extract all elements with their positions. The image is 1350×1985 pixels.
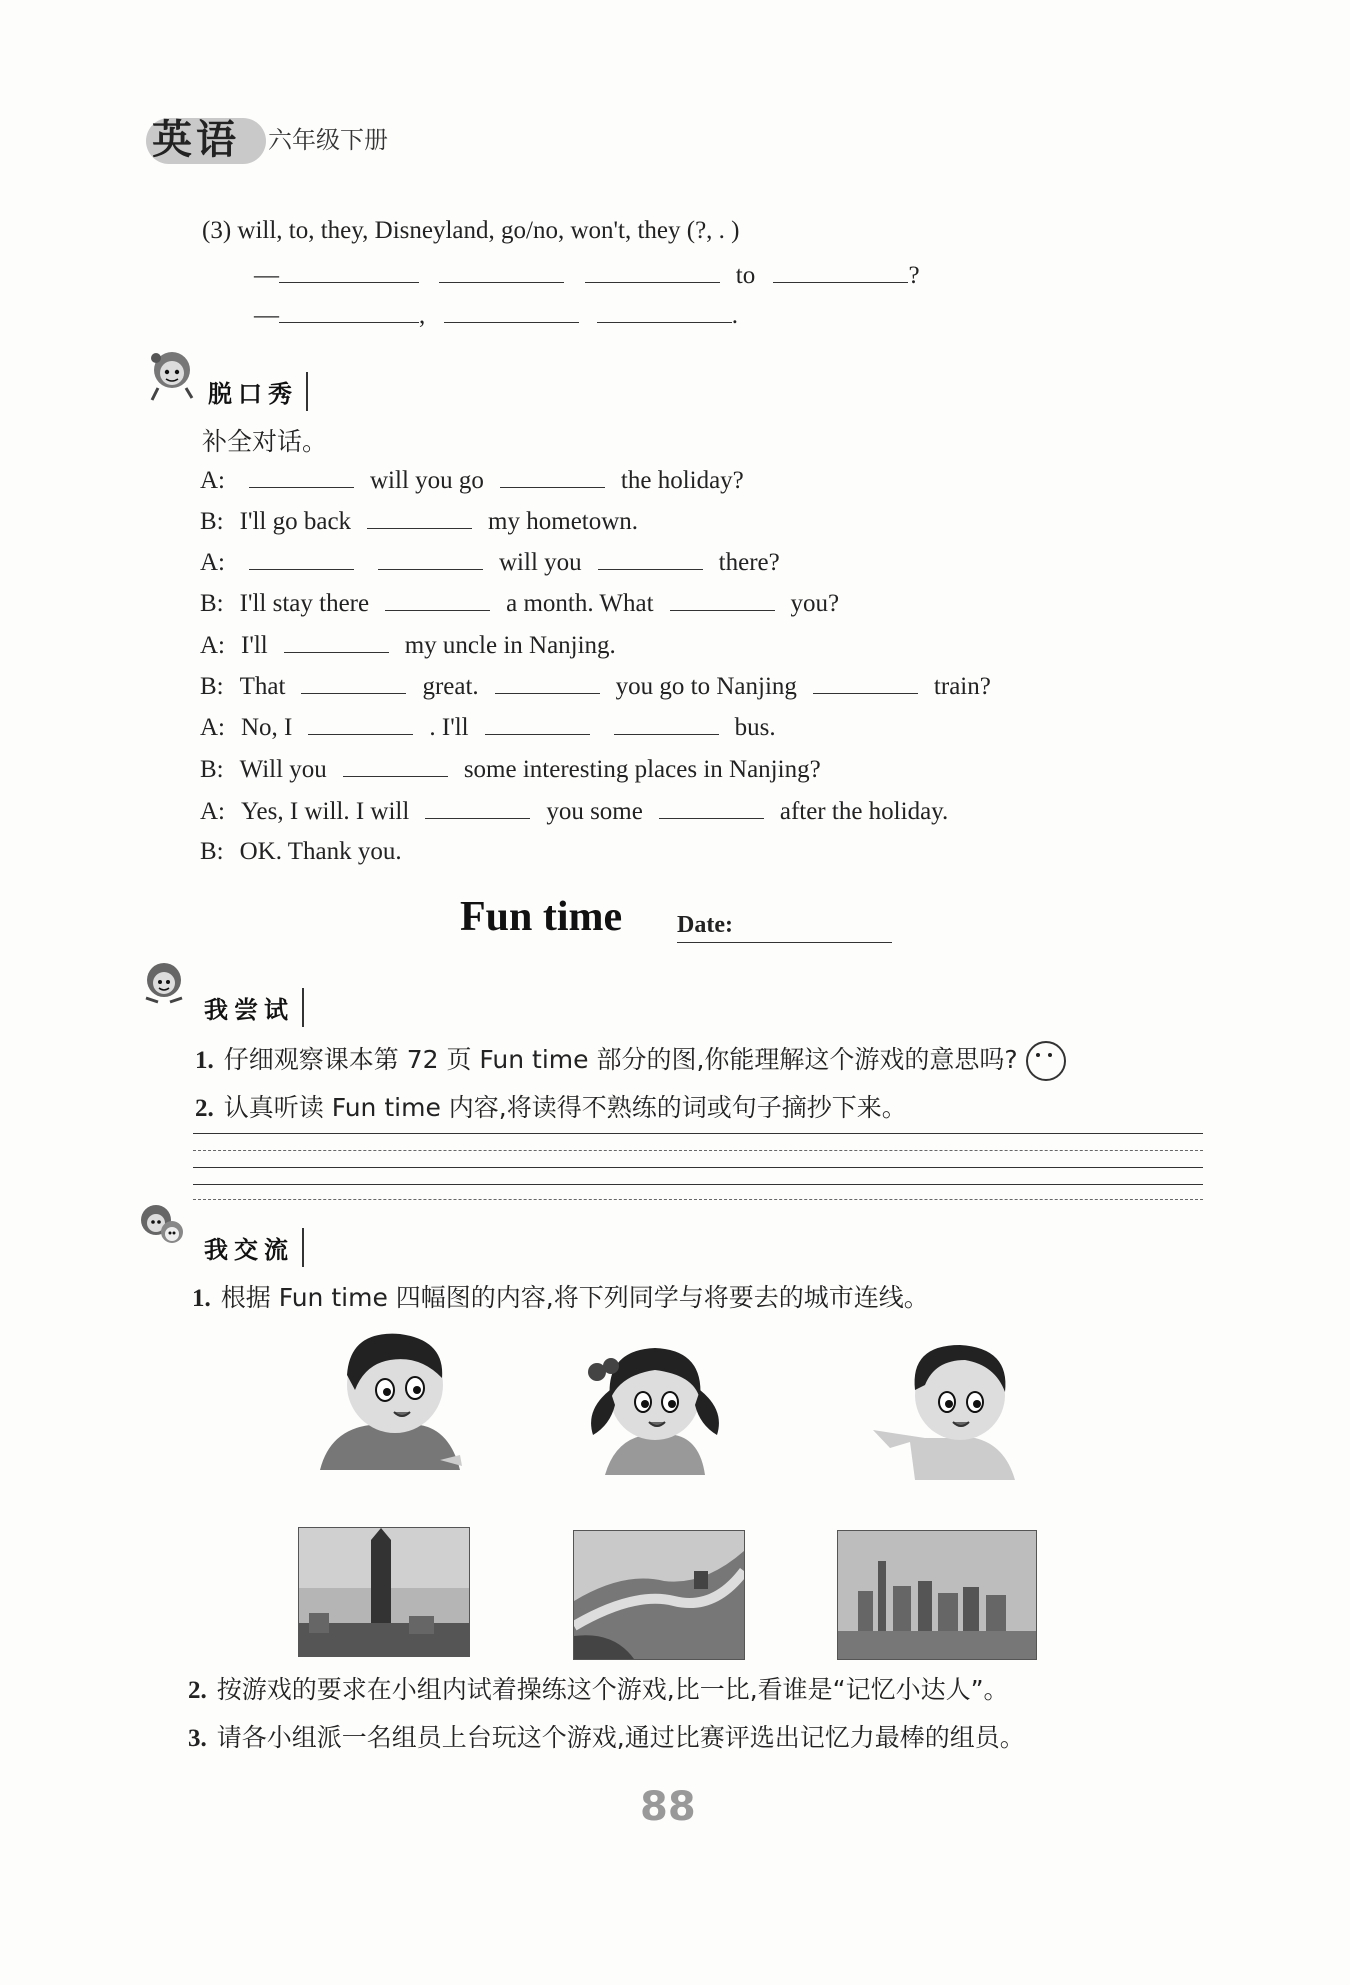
dialogue-text: a month. What (506, 590, 654, 617)
dialogue-line (200, 547, 784, 577)
answer-blank[interactable] (500, 465, 605, 488)
answer-blank[interactable] (308, 712, 413, 735)
speaker-label: B: (200, 590, 224, 617)
writing-line-solid[interactable] (193, 1184, 1203, 1185)
writing-line-dashed[interactable] (193, 1150, 1203, 1151)
dialogue-text: will you go (370, 467, 484, 494)
speaker-label: A: (200, 632, 225, 659)
answer-blank[interactable] (385, 588, 490, 611)
speaker-label: B: (200, 756, 224, 783)
dialogue-line (200, 630, 620, 660)
dialogue-text: bus. (734, 714, 776, 741)
smiley-face-icon (1026, 1041, 1066, 1081)
section-badge-talk-show: 脱口秀 (200, 372, 308, 411)
dialogue-text: my hometown. (488, 508, 639, 535)
boy-2-illustration[interactable] (865, 1330, 1025, 1485)
dialogue-line (200, 754, 825, 784)
item-text: 请各小组派一名组员上台玩这个游戏,通过比赛评选出记忆力最棒的组员。 (216, 1723, 1025, 1752)
communicate-item-1 (192, 1278, 929, 1314)
answer-blank[interactable] (485, 712, 590, 735)
mascot-girl-icon (148, 348, 196, 409)
speaker-label: B: (200, 508, 224, 535)
word-to: to (735, 262, 756, 289)
dialogue-text: I'll stay there (239, 590, 370, 617)
date-underline (677, 942, 892, 943)
speaker-label: B: (200, 838, 224, 865)
answer-blank[interactable] (659, 796, 764, 819)
speaker-label: A: (200, 798, 225, 825)
answer-blank[interactable] (249, 465, 354, 488)
fun-time-title: Fun time (460, 894, 623, 940)
subject-title: 英语 (152, 117, 240, 163)
boy-1-illustration[interactable] (310, 1320, 470, 1475)
dialogue-text: you some (546, 798, 643, 825)
dialogue-text: OK. Thank you. (239, 838, 402, 865)
dialogue-text: after the holiday. (779, 798, 949, 825)
answer-blank[interactable] (670, 588, 775, 611)
answer-blank[interactable] (614, 712, 719, 735)
speaker-label: A: (200, 714, 225, 741)
answer-blank[interactable] (378, 547, 483, 570)
dialogue-text: I'll (241, 632, 268, 659)
item-text: 认真听读 Fun time 内容,将读得不熟练的词或句子摘抄下来。 (223, 1093, 907, 1122)
dialogue-text: That (239, 673, 286, 700)
dialogue-text: Yes, I will. I will (241, 798, 410, 825)
dialogue-text: will you (499, 549, 582, 576)
city-photo-skyline[interactable] (837, 1530, 1037, 1660)
answer-blank[interactable] (279, 300, 419, 323)
page-number: 88 (640, 1784, 696, 1830)
date-label: Date: (677, 912, 733, 938)
answer-blank[interactable] (495, 671, 600, 694)
q3-prompt: (3) will, to, they, Disneyland, go/no, won't, they (?, . ) (202, 217, 740, 244)
item-text: 根据 Fun time 四幅图的内容,将下列同学与将要去的城市连线。 (220, 1283, 929, 1312)
answer-blank[interactable] (249, 547, 354, 570)
dialogue-text: No, I (241, 714, 293, 741)
answer-blank[interactable] (367, 506, 472, 529)
item-number: 2. (195, 1095, 214, 1122)
answer-blank[interactable] (597, 300, 732, 323)
date-input[interactable] (747, 912, 892, 942)
question-mark: ? (908, 262, 920, 289)
mascot-boy-icon (140, 958, 188, 1019)
answer-blank[interactable] (301, 671, 406, 694)
girl-illustration[interactable] (575, 1330, 735, 1480)
speaker-label: A: (200, 549, 225, 576)
item-text: 按游戏的要求在小组内试着操练这个游戏,比一比,看谁是“记忆小达人”。 (216, 1675, 1009, 1704)
dialogue-line (200, 671, 995, 701)
writing-line-solid[interactable] (193, 1133, 1203, 1134)
city-photo-great-wall[interactable] (573, 1530, 745, 1660)
period: . (731, 302, 738, 329)
dialogue-text: Will you (239, 756, 327, 783)
answer-blank[interactable] (444, 300, 579, 323)
dash: — (254, 302, 279, 329)
answer-blank[interactable] (585, 260, 720, 283)
try-item-1 (195, 1040, 1066, 1081)
dialogue-text: the holiday? (620, 467, 744, 494)
dialogue-text: great. (422, 673, 479, 700)
writing-line-solid[interactable] (193, 1167, 1203, 1168)
dialogue-line (200, 838, 406, 866)
answer-blank[interactable] (813, 671, 918, 694)
dialogue-text: you go to Nanjing (615, 673, 797, 700)
dialogue-line (200, 588, 843, 618)
answer-blank[interactable] (279, 260, 419, 283)
dialogue-line (200, 796, 952, 826)
try-item-2 (195, 1088, 907, 1124)
item-number: 1. (192, 1285, 211, 1312)
dash: — (254, 262, 279, 289)
grade-label: 六年级下册 (268, 126, 388, 154)
dialogue-line (200, 465, 748, 495)
dialogue-text: there? (718, 549, 780, 576)
answer-blank[interactable] (773, 260, 908, 283)
section-badge-i-communicate: 我交流 (196, 1228, 304, 1267)
dialogue-text: some interesting places in Nanjing? (463, 756, 821, 783)
section-badge-i-try: 我尝试 (196, 988, 304, 1027)
communicate-item-2 (188, 1670, 1009, 1706)
dialogue-text: I'll go back (239, 508, 352, 535)
dialogue-text: train? (933, 673, 991, 700)
city-photo-tower[interactable] (298, 1527, 470, 1657)
dialogue-line (200, 506, 642, 536)
instruction-complete-dialogue: 补全对话。 (202, 427, 328, 456)
item-number: 3. (188, 1725, 207, 1752)
answer-blank[interactable] (425, 796, 530, 819)
item-text: 仔细观察课本第 72 页 Fun time 部分的图,你能理解这个游戏的意思吗? (223, 1045, 1018, 1074)
answer-blank[interactable] (439, 260, 564, 283)
item-number: 1. (195, 1047, 214, 1074)
speaker-label: B: (200, 673, 224, 700)
dialogue-line (200, 712, 780, 742)
dialogue-text: you? (790, 590, 840, 617)
q3-answer-line-2 (254, 300, 738, 330)
item-number: 2. (188, 1677, 207, 1704)
answer-blank[interactable] (284, 630, 389, 653)
comma: , (419, 302, 426, 329)
q3-answer-line-1 (254, 260, 920, 290)
communicate-item-3 (188, 1718, 1025, 1754)
answer-blank[interactable] (343, 754, 448, 777)
writing-line-dashed[interactable] (193, 1199, 1203, 1200)
speaker-label: A: (200, 467, 225, 494)
mascot-pair-icon (138, 1198, 186, 1259)
dialogue-text: my uncle in Nanjing. (404, 632, 616, 659)
answer-blank[interactable] (598, 547, 703, 570)
dialogue-text: . I'll (429, 714, 469, 741)
